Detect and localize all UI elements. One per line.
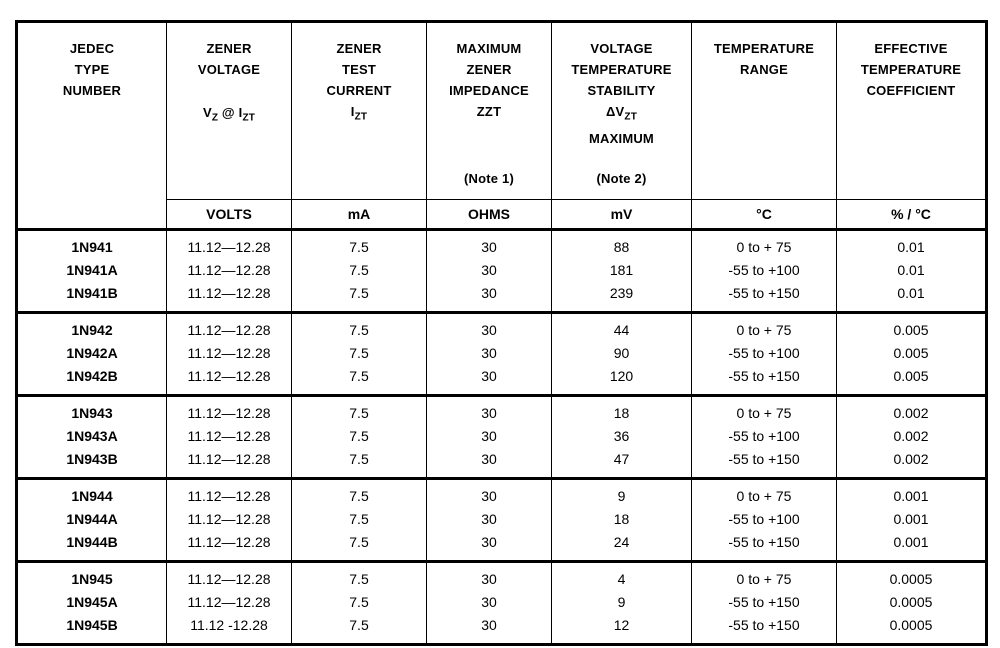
unit-ohms: OHMS: [427, 200, 552, 230]
cell-test-current: 7.5: [292, 425, 427, 448]
col-header-zener-voltage: [167, 22, 292, 200]
col-header-max-zener-impedance: [427, 22, 552, 200]
cell-coefficient: 0.0005: [837, 591, 987, 614]
note-1-reference: (Note 1): [464, 171, 514, 186]
header-line: TYPE: [74, 62, 110, 77]
cell-impedance: 30: [427, 259, 552, 282]
table-row: [17, 259, 987, 282]
cell-jedec-type: 1N944B: [17, 531, 167, 562]
cell-temp-range: 0 to + 75: [692, 479, 837, 509]
header-line: MAXIMUM: [589, 130, 654, 146]
cell-test-current: 7.5: [292, 365, 427, 396]
cell-impedance: 30: [427, 562, 552, 592]
cell-coefficient: 0.001: [837, 479, 987, 509]
cell-temp-range: -55 to +150: [692, 591, 837, 614]
cell-zener-voltage: 11.12—12.28: [167, 479, 292, 509]
table-row: [17, 448, 987, 479]
cell-zener-voltage: 11.12—12.28: [167, 448, 292, 479]
cell-test-current: 7.5: [292, 479, 427, 509]
cell-stability: 90: [552, 342, 692, 365]
col-header-effective-temp-coefficient: [837, 22, 987, 200]
cell-jedec-type: 1N941B: [17, 282, 167, 313]
cell-jedec-type: 1N943A: [17, 425, 167, 448]
cell-temp-range: -55 to +100: [692, 259, 837, 282]
cell-coefficient: 0.0005: [837, 562, 987, 592]
group-1n943: [17, 396, 987, 479]
cell-stability: 24: [552, 531, 692, 562]
header-line: TEMPERATURE: [713, 41, 815, 56]
formula-subscript: ZT: [354, 111, 368, 123]
cell-temp-range: -55 to +150: [692, 365, 837, 396]
cell-stability: 18: [552, 396, 692, 426]
header-line: JEDEC: [69, 41, 115, 56]
cell-coefficient: 0.0005: [837, 614, 987, 645]
note-2-reference: (Note 2): [596, 171, 647, 186]
cell-coefficient: 0.002: [837, 448, 987, 479]
header-line: NUMBER: [62, 83, 122, 98]
formula-base: ΔV: [605, 104, 625, 119]
table-row: [17, 365, 987, 396]
col-header-jedec-type-number: [17, 22, 167, 230]
cell-zener-voltage: 11.12—12.28: [167, 562, 292, 592]
cell-zener-voltage: 11.12—12.28: [167, 365, 292, 396]
cell-stability: 120: [552, 365, 692, 396]
cell-test-current: 7.5: [292, 591, 427, 614]
col-header-zener-test-current: [292, 22, 427, 200]
formula-base: I: [350, 104, 355, 119]
header-line: RANGE: [740, 62, 788, 77]
unit-mv: mV: [552, 200, 692, 230]
cell-jedec-type: 1N945: [17, 562, 167, 592]
cell-stability: 181: [552, 259, 692, 282]
cell-impedance: 30: [427, 479, 552, 509]
cell-zener-voltage: 11.12—12.28: [167, 259, 292, 282]
col-header-temperature-range: [692, 22, 837, 200]
cell-test-current: 7.5: [292, 259, 427, 282]
header-line: ZENER: [206, 41, 252, 56]
cell-stability: 9: [552, 479, 692, 509]
header-line: VOLTAGE: [197, 62, 261, 77]
cell-jedec-type: 1N943B: [17, 448, 167, 479]
cell-stability: 36: [552, 425, 692, 448]
unit-ma: mA: [292, 200, 427, 230]
header-line: TEST: [341, 62, 377, 77]
unit-percent-per-celsius: % / °C: [837, 200, 987, 230]
cell-zener-voltage: 11.12—12.28: [167, 425, 292, 448]
header-line: ZENER: [466, 62, 512, 77]
cell-coefficient: 0.001: [837, 531, 987, 562]
cell-zener-voltage: 11.12—12.28: [167, 396, 292, 426]
header-line: MAXIMUM: [456, 41, 522, 56]
header-line: EFFECTIVE: [874, 41, 948, 56]
formula-base: V: [202, 105, 212, 120]
cell-temp-range: 0 to + 75: [692, 230, 837, 260]
col-header-voltage-temp-stability: [552, 22, 692, 200]
cell-zener-voltage: 11.12—12.28: [167, 313, 292, 343]
zener-diode-spec-table: [15, 20, 988, 646]
cell-test-current: 7.5: [292, 342, 427, 365]
cell-stability: 12: [552, 614, 692, 645]
test-current-formula: [351, 101, 367, 128]
cell-impedance: 30: [427, 448, 552, 479]
cell-jedec-type: 1N944: [17, 479, 167, 509]
cell-test-current: 7.5: [292, 562, 427, 592]
cell-coefficient: 0.002: [837, 425, 987, 448]
cell-zener-voltage: 11.12—12.28: [167, 531, 292, 562]
cell-stability: 47: [552, 448, 692, 479]
cell-zener-voltage: 11.12—12.28: [167, 230, 292, 260]
header-line: TEMPERATURE: [571, 62, 672, 77]
cell-test-current: 7.5: [292, 282, 427, 313]
cell-stability: 4: [552, 562, 692, 592]
cell-coefficient: 0.001: [837, 508, 987, 531]
table-row: [17, 282, 987, 313]
cell-impedance: 30: [427, 365, 552, 396]
cell-impedance: 30: [427, 282, 552, 313]
cell-impedance: 30: [427, 508, 552, 531]
group-1n945: [17, 562, 987, 645]
cell-jedec-type: 1N942A: [17, 342, 167, 365]
cell-test-current: 7.5: [292, 508, 427, 531]
cell-test-current: 7.5: [292, 531, 427, 562]
cell-jedec-type: 1N942B: [17, 365, 167, 396]
cell-impedance: 30: [427, 531, 552, 562]
cell-coefficient: 0.005: [837, 365, 987, 396]
cell-jedec-type: 1N945A: [17, 591, 167, 614]
header-labels-row: [17, 22, 987, 200]
cell-jedec-type: 1N945B: [17, 614, 167, 645]
cell-zener-voltage: 11.12—12.28: [167, 342, 292, 365]
cell-temp-range: 0 to + 75: [692, 396, 837, 426]
header-line: ZZT: [476, 104, 502, 119]
cell-coefficient: 0.005: [837, 313, 987, 343]
cell-jedec-type: 1N942: [17, 313, 167, 343]
cell-test-current: 7.5: [292, 614, 427, 645]
unit-celsius: °C: [692, 200, 837, 230]
cell-temp-range: 0 to + 75: [692, 562, 837, 592]
table-row: [17, 425, 987, 448]
cell-jedec-type: 1N941: [17, 230, 167, 260]
group-1n944: [17, 479, 987, 562]
group-1n942: [17, 313, 987, 396]
header-line: COEFFICIENT: [866, 83, 956, 98]
cell-jedec-type: 1N944A: [17, 508, 167, 531]
cell-temp-range: -55 to +100: [692, 425, 837, 448]
cell-temp-range: -55 to +150: [692, 531, 837, 562]
zener-voltage-formula: [203, 102, 255, 129]
cell-zener-voltage: 11.12—12.28: [167, 508, 292, 531]
cell-stability: 239: [552, 282, 692, 313]
cell-test-current: 7.5: [292, 396, 427, 426]
table-row: [17, 342, 987, 365]
table-row: [17, 562, 987, 592]
group-1n941: [17, 230, 987, 313]
formula-separator: @: [218, 105, 239, 120]
cell-coefficient: 0.01: [837, 282, 987, 313]
cell-impedance: 30: [427, 591, 552, 614]
formula-base: I: [238, 105, 243, 120]
cell-zener-voltage: 11.12 -12.28: [167, 614, 292, 645]
formula-subscript: Z: [211, 112, 219, 124]
cell-stability: 88: [552, 230, 692, 260]
cell-coefficient: 0.01: [837, 259, 987, 282]
cell-zener-voltage: 11.12—12.28: [167, 591, 292, 614]
table-header: [17, 22, 987, 230]
cell-jedec-type: 1N941A: [17, 259, 167, 282]
table-row: [17, 230, 987, 260]
cell-impedance: 30: [427, 396, 552, 426]
table-row: [17, 591, 987, 614]
formula-subscript: ZT: [624, 111, 638, 123]
cell-stability: 9: [552, 591, 692, 614]
delta-vzt-formula: [606, 101, 637, 128]
header-line: IMPEDANCE: [449, 83, 529, 98]
header-line: STABILITY: [587, 83, 656, 98]
header-line: TEMPERATURE: [860, 62, 962, 77]
formula-subscript: ZT: [242, 112, 256, 124]
cell-temp-range: -55 to +150: [692, 614, 837, 645]
cell-temp-range: -55 to +100: [692, 508, 837, 531]
cell-impedance: 30: [427, 342, 552, 365]
table-row: [17, 479, 987, 509]
cell-coefficient: 0.005: [837, 342, 987, 365]
cell-temp-range: 0 to + 75: [692, 313, 837, 343]
unit-volts: VOLTS: [167, 200, 292, 230]
cell-test-current: 7.5: [292, 448, 427, 479]
table-row: [17, 508, 987, 531]
cell-stability: 44: [552, 313, 692, 343]
cell-temp-range: -55 to +150: [692, 282, 837, 313]
cell-impedance: 30: [427, 230, 552, 260]
cell-impedance: 30: [427, 614, 552, 645]
cell-temp-range: -55 to +100: [692, 342, 837, 365]
header-line: VOLTAGE: [590, 41, 653, 56]
cell-stability: 18: [552, 508, 692, 531]
cell-test-current: 7.5: [292, 313, 427, 343]
table-row: [17, 531, 987, 562]
cell-impedance: 30: [427, 425, 552, 448]
header-line: ZENER: [336, 41, 382, 56]
cell-jedec-type: 1N943: [17, 396, 167, 426]
header-line: CURRENT: [326, 83, 392, 98]
cell-test-current: 7.5: [292, 230, 427, 260]
cell-coefficient: 0.01: [837, 230, 987, 260]
cell-zener-voltage: 11.12—12.28: [167, 282, 292, 313]
table-row: [17, 396, 987, 426]
cell-coefficient: 0.002: [837, 396, 987, 426]
cell-temp-range: -55 to +150: [692, 448, 837, 479]
table-row: [17, 614, 987, 645]
table-row: [17, 313, 987, 343]
cell-impedance: 30: [427, 313, 552, 343]
